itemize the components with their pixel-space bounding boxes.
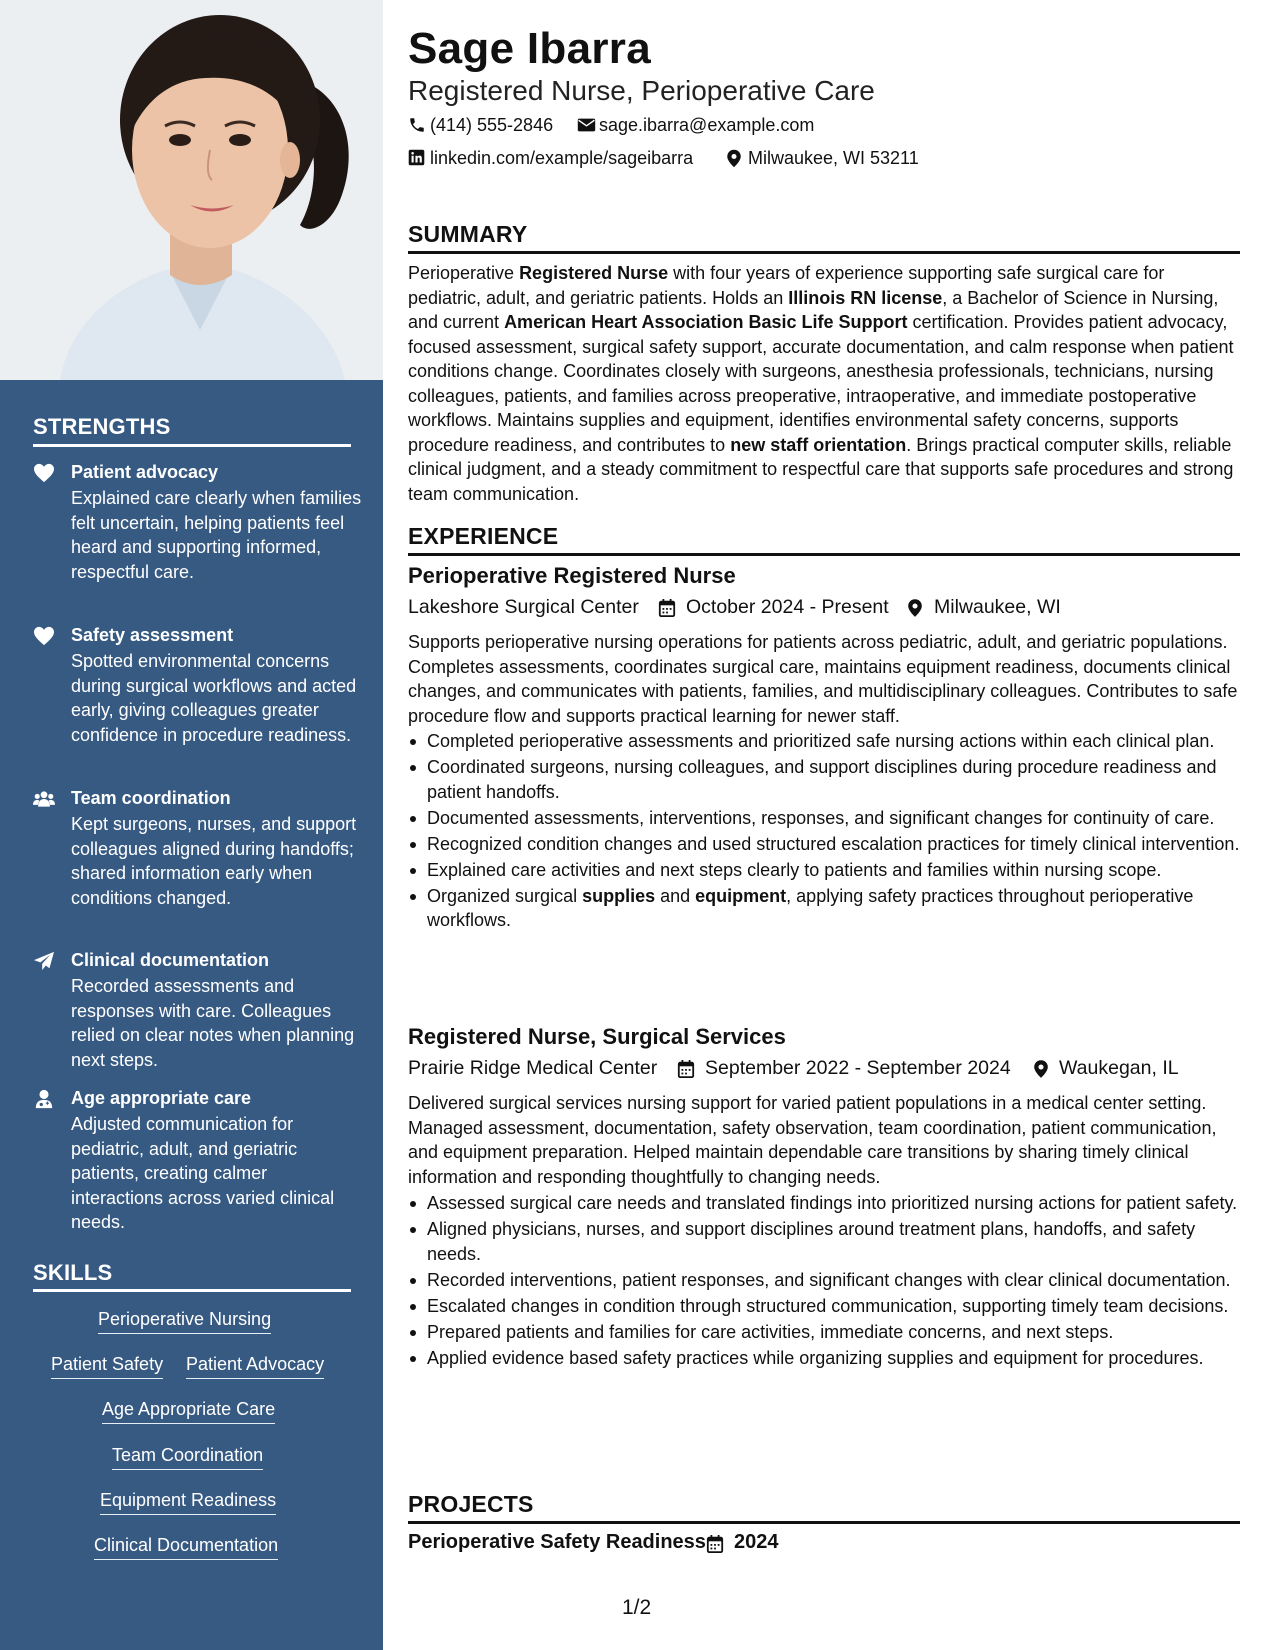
location-text: Milwaukee, WI 53211 [748,148,919,168]
projects-title: PROJECTS [408,1491,534,1517]
users-icon [33,789,55,809]
job-dates: October 2024 - Present [686,596,889,618]
linkedin-link[interactable]: linkedin.com/example/sageibarra [430,148,694,168]
project-title: Perioperative Safety Readiness [408,1531,706,1553]
summary-part-bold: Illinois RN license [788,287,943,308]
summary-part: , a Bachelor of Science in Nursing, and current [408,287,1219,332]
job-bullet: Completed perioperative assessments and prioritized safe nursing actions within each clinical plan. [408,729,1240,754]
heart-icon [33,463,55,483]
strength-description: Spotted environmental concerns during surgical workflows and acted early, giving colleagues greater confidence in procedure readiness. [71,651,357,745]
job-bullets [408,729,1240,934]
bullet-part-bold: equipment [695,885,787,906]
email-link[interactable]: sage.ibarra@example.com [599,115,815,135]
skill-tag: Patient Advocacy [186,1352,324,1379]
summary-part-bold: Registered Nurse [519,263,669,283]
project-year: 2024 [734,1531,779,1553]
phone-text: (414) 555-2846 [430,115,554,135]
skill-tag: Equipment Readiness [100,1488,276,1515]
job-company: Prairie Ridge Medical Center [408,1057,658,1079]
job-title: Perioperative Registered Nurse [408,563,736,588]
user-doctor-icon [33,1089,55,1109]
job-bullet: Documented assessments, interventions, responses, and significant changes for continuity of care. [408,806,1240,831]
projects-divider [408,1521,1240,1524]
strengths-title: STRENGTHS [33,414,171,439]
linkedin-icon [408,149,425,166]
job-bullet: Coordinated surgeons, nursing colleagues, and support disciplines during procedure readiness and patient handoffs. [408,755,1240,804]
skill-tag: Age Appropriate Care [102,1397,275,1424]
job-bullet: Explained care activities and next steps clearly to patients and families within nursing scope. [408,858,1240,883]
bullet-part: , applying safety practices throughout perioperative workflows. [427,885,1194,930]
skill-tag: Team Coordination [112,1443,263,1470]
strength-description: Recorded assessments and responses with care. Colleagues relied on clear notes when planning next steps. [71,976,355,1070]
candidate-headline: Registered Nurse, Perioperative Care [408,75,875,106]
job-location: Milwaukee, WI [934,596,1061,618]
summary-text [408,261,1240,506]
strengths-divider [33,444,351,447]
job-bullet [408,884,1240,933]
envelope-icon [577,116,596,134]
phone-icon [408,116,426,134]
strength-description: Kept surgeons, nurses, and support colleagues aligned during handoffs; shared information early when conditions changed. [71,814,357,908]
skill-tag: Perioperative Nursing [98,1307,271,1334]
strength-title: Patient advocacy [71,462,219,482]
job-dates: September 2022 - September 2024 [705,1057,1011,1079]
summary-part: certification. Provides patient advocacy, focused assessment, surgical safety support, accurate documentation, and calm response when patient conditions change. Coordinates closely with surgeons, anesthesia professionals, technicians, nursing colleagues, patients, and families across preoperative, intraoperative, and immediate postoperative workflows. Maintains supplies and equipment, identifies environmental safety concerns, supports procedure readiness, and contributes to [408,312,1234,455]
job-bullet: Recognized condition changes and used structured escalation practices for timely clinical intervention. [408,832,1240,857]
job-bullet: Applied evidence based safety practices while organizing supplies and equipment for procedures. [408,1346,1240,1371]
experience-title: EXPERIENCE [408,523,559,549]
job-title: Registered Nurse, Surgical Services [408,1024,786,1049]
candidate-name: Sage Ibarra [408,24,651,73]
job-location: Waukegan, IL [1059,1057,1179,1079]
profile-photo [0,0,383,380]
strength-title: Team coordination [71,788,231,808]
bullet-part-bold: supplies [582,885,656,906]
job-bullet: Prepared patients and families for care activities, immediate concerns, and next steps. [408,1320,1240,1345]
strength-title: Age appropriate care [71,1088,252,1108]
job-description: Supports perioperative nursing operations for patients across pediatric, adult, and geriatric populations. Completes assessments, coordinates surgical care, maintains equipment readiness, documents clinical changes, and communicates with patients, families, and multidisciplinary colleagues. Contributes to safe procedure flow and supports practical learning for newer staff. [408,632,1238,726]
job-bullets [408,1191,1240,1372]
skills-title: SKILLS [33,1260,113,1285]
heart-icon [33,626,55,646]
job-meta [408,596,1240,622]
summary-part: with four years of experience supporting safe surgical care for pediatric, adult, and geriatric patients. Holds an [408,263,1165,308]
location-pin-icon [907,598,923,618]
job-meta [408,1057,1240,1083]
location-pin-icon [726,149,742,168]
calendar-icon [677,1059,695,1079]
summary-part-bold: new staff orientation [730,434,907,455]
summary-part-bold: American Heart Association Basic Life Support [504,312,908,332]
calendar-icon [706,1534,724,1554]
summary-part: . Brings practical computer skills, reliable clinical judgment, and a steady commitment to respectful care that supports safe procedures and strong team communication. [408,434,1234,504]
calendar-icon [658,598,676,618]
summary-title: SUMMARY [408,221,528,247]
summary-divider [408,251,1240,254]
job-company: Lakeshore Surgical Center [408,596,639,618]
paper-plane-icon [33,951,55,971]
experience-divider [408,553,1240,556]
project-item [408,1531,808,1557]
job-bullet: Aligned physicians, nurses, and support disciplines around treatment plans, handoffs, and safety needs. [408,1217,1240,1266]
bullet-part: and [655,885,696,906]
job-bullet: Escalated changes in condition through structured communication, supporting timely team decisions. [408,1294,1240,1319]
strength-title: Clinical documentation [71,950,270,970]
summary-part: Perioperative [408,263,520,283]
strength-title: Safety assessment [71,625,234,645]
job-bullet: Recorded interventions, patient responses, and significant changes with clear clinical documentation. [408,1268,1240,1293]
skill-tag: Patient Safety [51,1352,163,1379]
skill-tag: Clinical Documentation [94,1533,278,1560]
sidebar [0,0,383,1650]
bullet-part: Organized surgical [427,885,583,906]
skills-divider [33,1289,351,1292]
strength-description: Explained care clearly when families felt uncertain, helping patients feel heard and supporting informed, respectful care. [71,488,362,582]
job-description: Delivered surgical services nursing support for varied patient populations in a medical center setting. Managed assessment, documentation, safety observation, team coordination, patient communication, and equipment preparation. Helped maintain dependable care transitions by sharing timely clinical information and responding thoughtfully to changing needs. [408,1093,1217,1187]
job-bullet: Assessed surgical care needs and translated findings into prioritized nursing actions for patient safety. [408,1191,1240,1216]
strength-description: Adjusted communication for pediatric, adult, and geriatric patients, creating calmer interactions across varied clinical needs. [71,1114,335,1232]
page-number: 1/2 [622,1596,652,1619]
location-pin-icon [1033,1059,1049,1079]
